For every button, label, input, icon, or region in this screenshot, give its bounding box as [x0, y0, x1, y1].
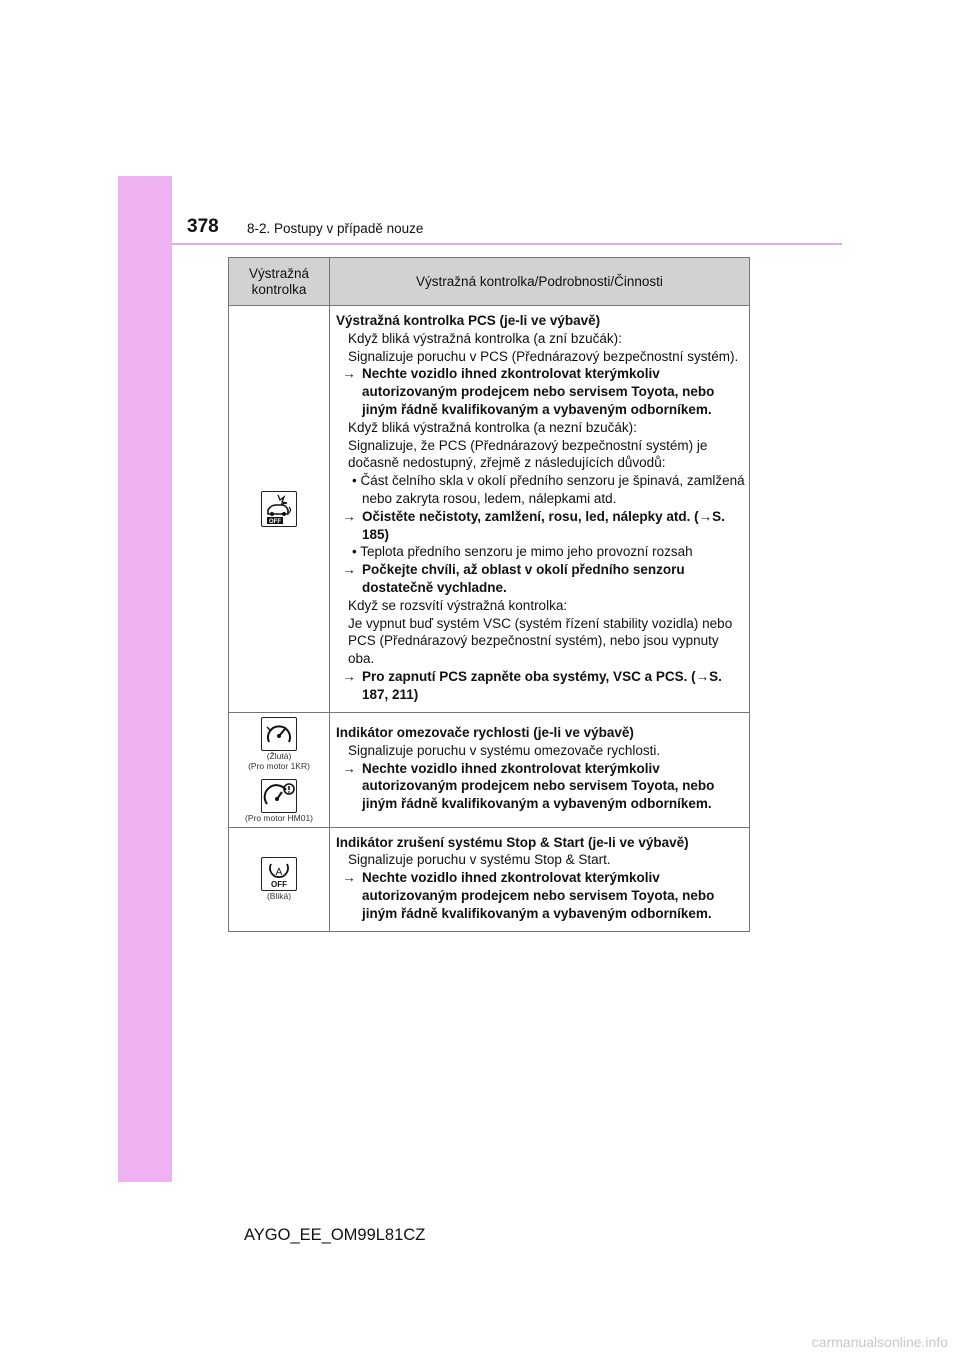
svg-text:A: A	[275, 867, 283, 879]
item-title: Výstražná kontrolka PCS (je-li ve výbavě)	[336, 313, 601, 328]
details-cell	[330, 306, 750, 713]
item-title: Indikátor zrušení systému Stop & Start (je-li ve výbavě)	[336, 834, 689, 850]
action-line: → Nechte vozidlo ihned zkontrolovat kterýmkoliv autorizovaným prodejcem nebo servisem Toyota, nebo jiným řádně kvalifikovaným a vybaveným odborníkem.	[336, 869, 745, 922]
color-note: (Žlutá)	[266, 750, 292, 761]
detail-line: Je vypnut buď systém VSC (systém řízení stability vozidla) nebo PCS (Přednárazový bezpečnostní systém), nebo jsou vypnuty oba.	[348, 615, 733, 667]
detail-line: Když bliká výstražná kontrolka (a zní bzučák):	[348, 330, 622, 346]
table-row	[229, 306, 750, 713]
chapter-sidebar-tab	[118, 176, 172, 1182]
warning-lights-table	[228, 257, 750, 932]
detail-line: Signalizuje poruchu v systému omezovače rychlosti.	[348, 742, 661, 758]
icon-cell	[229, 712, 330, 827]
blink-note: (Bliká)	[266, 891, 292, 902]
bullet-line: • Část čelního skla v okolí předního senzoru je špinavá, zamlžená nebo zakryta rosou, ledem, nálepkami atd.	[352, 473, 745, 506]
action-line: → Nechte vozidlo ihned zkontrolovat kterýmkoliv autorizovaným prodejcem nebo servisem Toyota, nebo jiným řádně kvalifikovaným a vybaveným odborníkem.	[336, 760, 745, 813]
icon-cell	[229, 827, 330, 931]
detail-line: Signalizuje poruchu v systému Stop & Start.	[348, 852, 611, 868]
details-cell	[330, 712, 750, 827]
action-line: → Pro zapnutí PCS zapněte oba systémy, VSC a PCS. (→S. 187, 211)	[336, 668, 745, 704]
header-rule	[172, 243, 842, 245]
details-cell	[330, 827, 750, 931]
action-line: → Nechte vozidlo ihned zkontrolovat kterýmkoliv autorizovaným prodejcem nebo servisem Toyota, nebo jiným řádně kvalifikovaným a vybaveným odborníkem.	[336, 365, 745, 418]
document-code: AYGO_EE_OM99L81CZ	[244, 1226, 426, 1244]
col-header-details: Výstražná kontrolka/Podrobnosti/Činnosti	[330, 258, 750, 306]
item-title: Indikátor omezovače rychlosti (je-li ve výbavě)	[336, 725, 634, 741]
section-title: 8-2. Postupy v případě nouze	[247, 221, 424, 236]
table-header-row	[229, 258, 750, 306]
speed-limiter-icon	[261, 717, 297, 751]
detail-line: Signalizuje poruchu v PCS (Přednárazový bezpečnostní systém).	[348, 348, 739, 364]
detail-line: Když bliká výstražná kontrolka (a nezní bzučák):	[348, 419, 637, 435]
pcs-off-icon	[261, 491, 297, 527]
col-header-light: Výstražná kontrolka	[229, 258, 330, 306]
speed-limiter-warning-icon	[261, 779, 297, 813]
stop-start-off-icon	[261, 857, 297, 891]
page-number: 378	[187, 216, 219, 237]
action-line: → Očistěte nečistoty, zamlžení, rosu, led, nálepky atd. (→S. 185)	[336, 508, 745, 544]
bullet-line: • Teplota předního senzoru je mimo jeho provozní rozsah	[352, 544, 693, 560]
engine-note: (Pro motor 1KR)	[248, 760, 310, 771]
detail-line: Signalizuje, že PCS (Přednárazový bezpečnostní systém) je dočasně nedostupný, zřejmě z následujících důvodů:	[348, 437, 708, 471]
table-row	[229, 712, 750, 827]
action-line: → Počkejte chvíli, až oblast v okolí předního senzoru dostatečně vychladne.	[336, 561, 745, 597]
icon-off-label: OFF	[271, 880, 287, 890]
detail-line: Když se rozsvítí výstražná kontrolka:	[348, 597, 568, 613]
svg-text:OFF: OFF	[269, 518, 281, 525]
icon-cell	[229, 306, 330, 713]
watermark: carmanualsonline.info	[811, 1334, 948, 1350]
table-row	[229, 827, 750, 931]
engine-note: (Pro motor HM01)	[244, 812, 313, 823]
